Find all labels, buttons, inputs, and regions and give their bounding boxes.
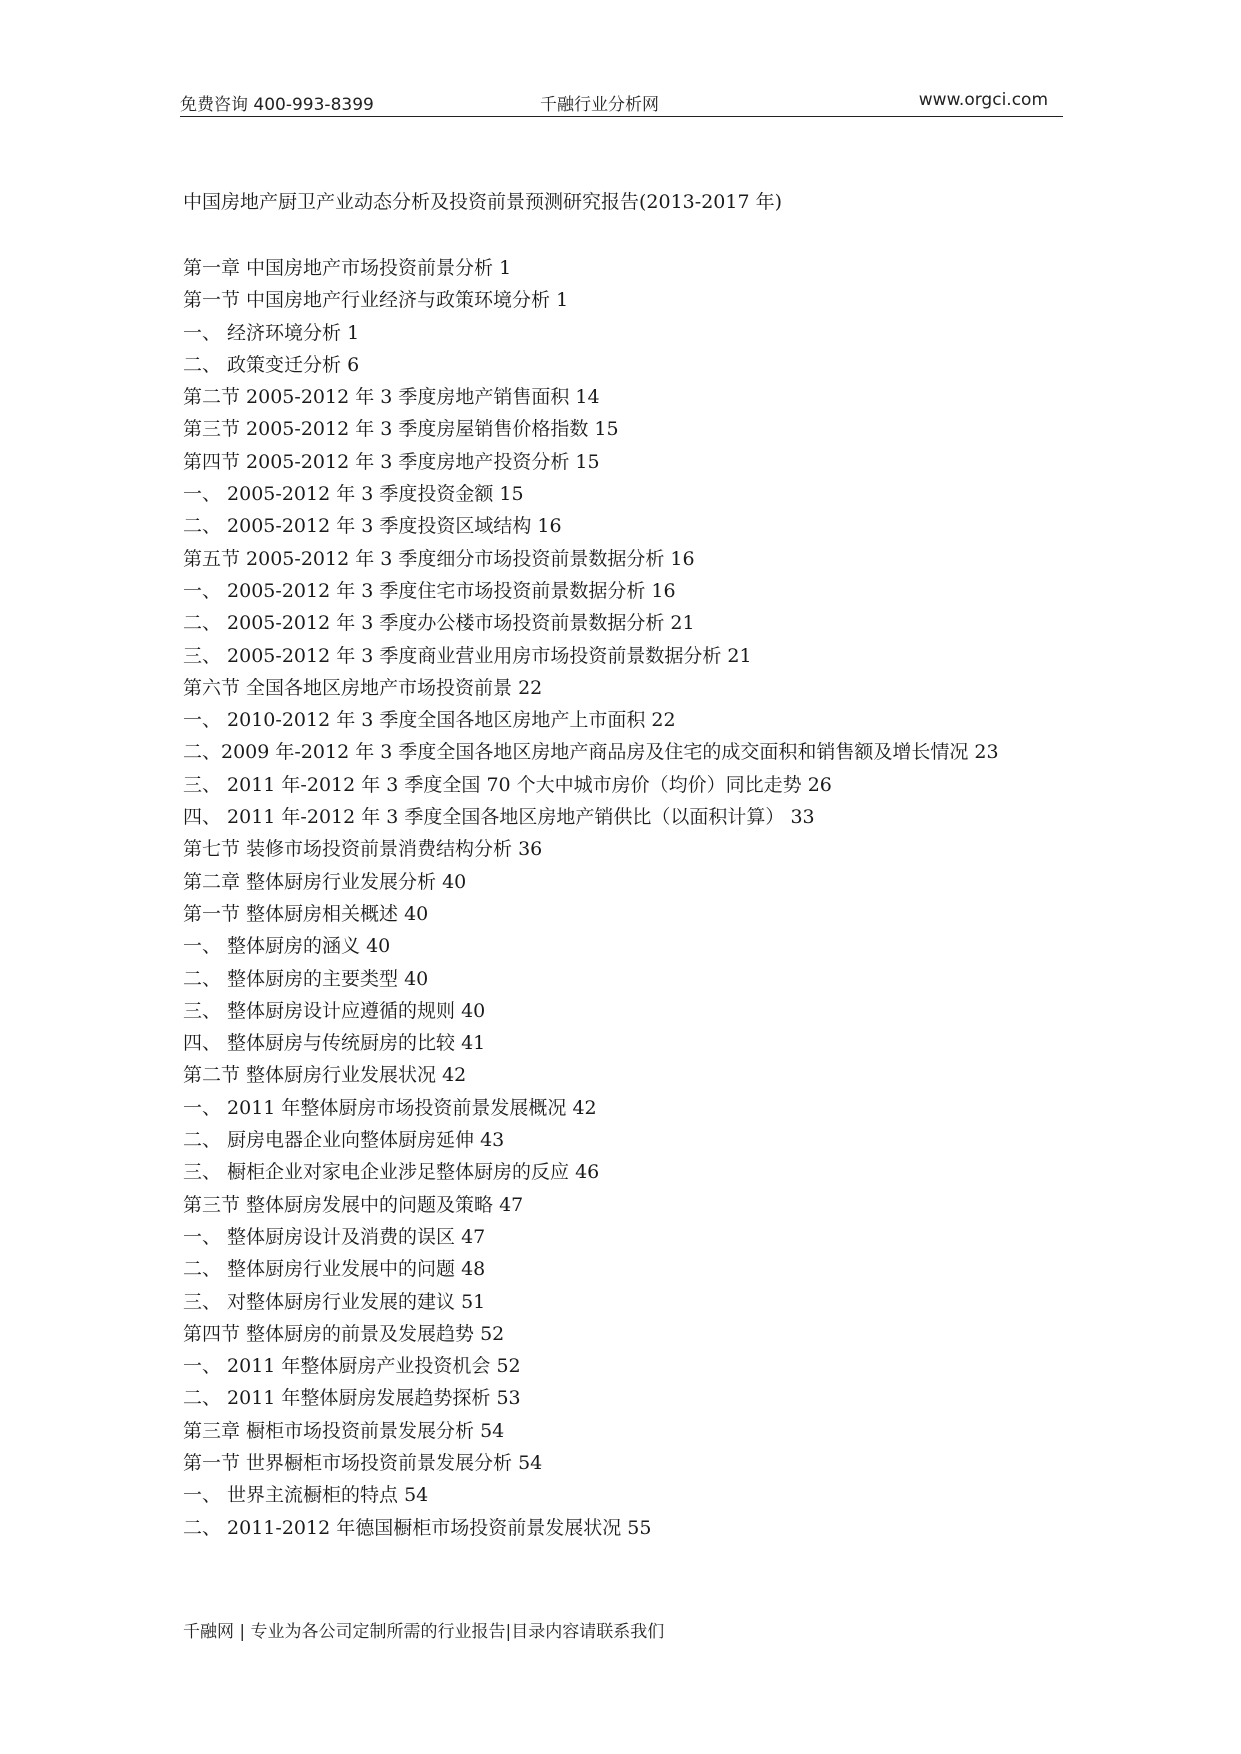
toc-entry[interactable]: 一、 2011 年整体厨房产业投资机会 52	[183, 1355, 521, 1378]
toc-entry[interactable]: 一、 经济环境分析 1	[183, 321, 360, 344]
toc-entry[interactable]: 第二章 整体厨房行业发展分析 40	[183, 870, 467, 893]
header-website-link[interactable]: www.orgci.com	[918, 90, 1048, 110]
toc-entry[interactable]: 第二节 2005-2012 年 3 季度房地产销售面积 14	[183, 386, 600, 409]
toc-entry[interactable]: 第五节 2005-2012 年 3 季度细分市场投资前景数据分析 16	[183, 547, 695, 570]
toc-entry[interactable]: 第三节 2005-2012 年 3 季度房屋销售价格指数 15	[183, 418, 619, 441]
toc-entry[interactable]: 二、 整体厨房的主要类型 40	[183, 967, 429, 990]
toc-entry[interactable]: 一、 世界主流橱柜的特点 54	[183, 1484, 429, 1507]
toc-entry[interactable]: 第四节 整体厨房的前景及发展趋势 52	[183, 1322, 505, 1345]
toc-entry[interactable]: 第一节 世界橱柜市场投资前景发展分析 54	[183, 1451, 543, 1474]
toc-entry[interactable]: 一、 2011 年整体厨房市场投资前景发展概况 42	[183, 1096, 597, 1119]
toc-entry[interactable]: 二、2009 年-2012 年 3 季度全国各地区房地产商品房及住宅的成交面积和销售额及增长情况 23	[183, 741, 999, 764]
toc-entry[interactable]: 第三章 橱柜市场投资前景发展分析 54	[183, 1419, 505, 1442]
toc-entry[interactable]: 一、 2010-2012 年 3 季度全国各地区房地产上市面积 22	[183, 709, 676, 732]
toc-entry[interactable]: 第三节 整体厨房发展中的问题及策略 47	[183, 1193, 524, 1216]
toc-entry[interactable]: 一、 2005-2012 年 3 季度投资金额 15	[183, 483, 524, 506]
page-footer: 千融网 | 专业为各公司定制所需的行业报告|目录内容请联系我们	[183, 1622, 665, 1642]
toc-entry[interactable]: 二、 整体厨房行业发展中的问题 48	[183, 1258, 486, 1281]
toc-entry[interactable]: 第一节 整体厨房相关概述 40	[183, 902, 429, 925]
toc-entry[interactable]: 一、 整体厨房的涵义 40	[183, 935, 391, 958]
toc-entry[interactable]: 三、 2005-2012 年 3 季度商业营业用房市场投资前景数据分析 21	[183, 644, 752, 667]
toc-entry[interactable]: 第一节 中国房地产行业经济与政策环境分析 1	[183, 289, 569, 312]
toc-entry[interactable]: 二、 2011-2012 年德国橱柜市场投资前景发展状况 55	[183, 1516, 652, 1539]
toc-entry[interactable]: 二、 2011 年整体厨房发展趋势探析 53	[183, 1387, 521, 1410]
toc-entry[interactable]: 第二节 整体厨房行业发展状况 42	[183, 1064, 467, 1087]
toc-entry[interactable]: 第四节 2005-2012 年 3 季度房地产投资分析 15	[183, 450, 600, 473]
toc-entry[interactable]: 三、 整体厨房设计应遵循的规则 40	[183, 999, 486, 1022]
toc-entry[interactable]: 三、 橱柜企业对家电企业涉足整体厨房的反应 46	[183, 1161, 600, 1184]
toc-entry[interactable]: 三、 对整体厨房行业发展的建议 51	[183, 1290, 486, 1313]
table-of-contents	[183, 252, 1063, 1544]
toc-entry[interactable]: 一、 2005-2012 年 3 季度住宅市场投资前景数据分析 16	[183, 579, 676, 602]
toc-entry[interactable]: 二、 厨房电器企业向整体厨房延伸 43	[183, 1129, 505, 1152]
toc-entry[interactable]: 第一章 中国房地产市场投资前景分析 1	[183, 257, 512, 279]
report-title: 中国房地产厨卫产业动态分析及投资前景预测研究报告(2013-2017 年)	[183, 191, 782, 213]
toc-entry[interactable]: 一、 整体厨房设计及消费的误区 47	[183, 1225, 486, 1248]
header-hotline: 免费咨询 400-993-8399	[180, 95, 374, 115]
toc-entry[interactable]: 二、 2005-2012 年 3 季度投资区域结构 16	[183, 515, 562, 538]
toc-entry[interactable]: 第七节 装修市场投资前景消费结构分析 36	[183, 838, 543, 861]
toc-entry[interactable]: 二、 政策变迁分析 6	[183, 353, 360, 376]
toc-entry[interactable]: 第六节 全国各地区房地产市场投资前景 22	[183, 676, 543, 699]
toc-entry[interactable]: 二、 2005-2012 年 3 季度办公楼市场投资前景数据分析 21	[183, 612, 695, 635]
toc-entry[interactable]: 四、 整体厨房与传统厨房的比较 41	[183, 1032, 486, 1055]
page-header	[180, 88, 1063, 117]
toc-entry[interactable]: 四、 2011 年-2012 年 3 季度全国各地区房地产销供比（以面积计算） 33	[183, 806, 815, 829]
toc-entry[interactable]: 三、 2011 年-2012 年 3 季度全国 70 个大中城市房价（均价）同比走势 26	[183, 773, 832, 796]
header-site-name: 千融行业分析网	[540, 95, 659, 115]
